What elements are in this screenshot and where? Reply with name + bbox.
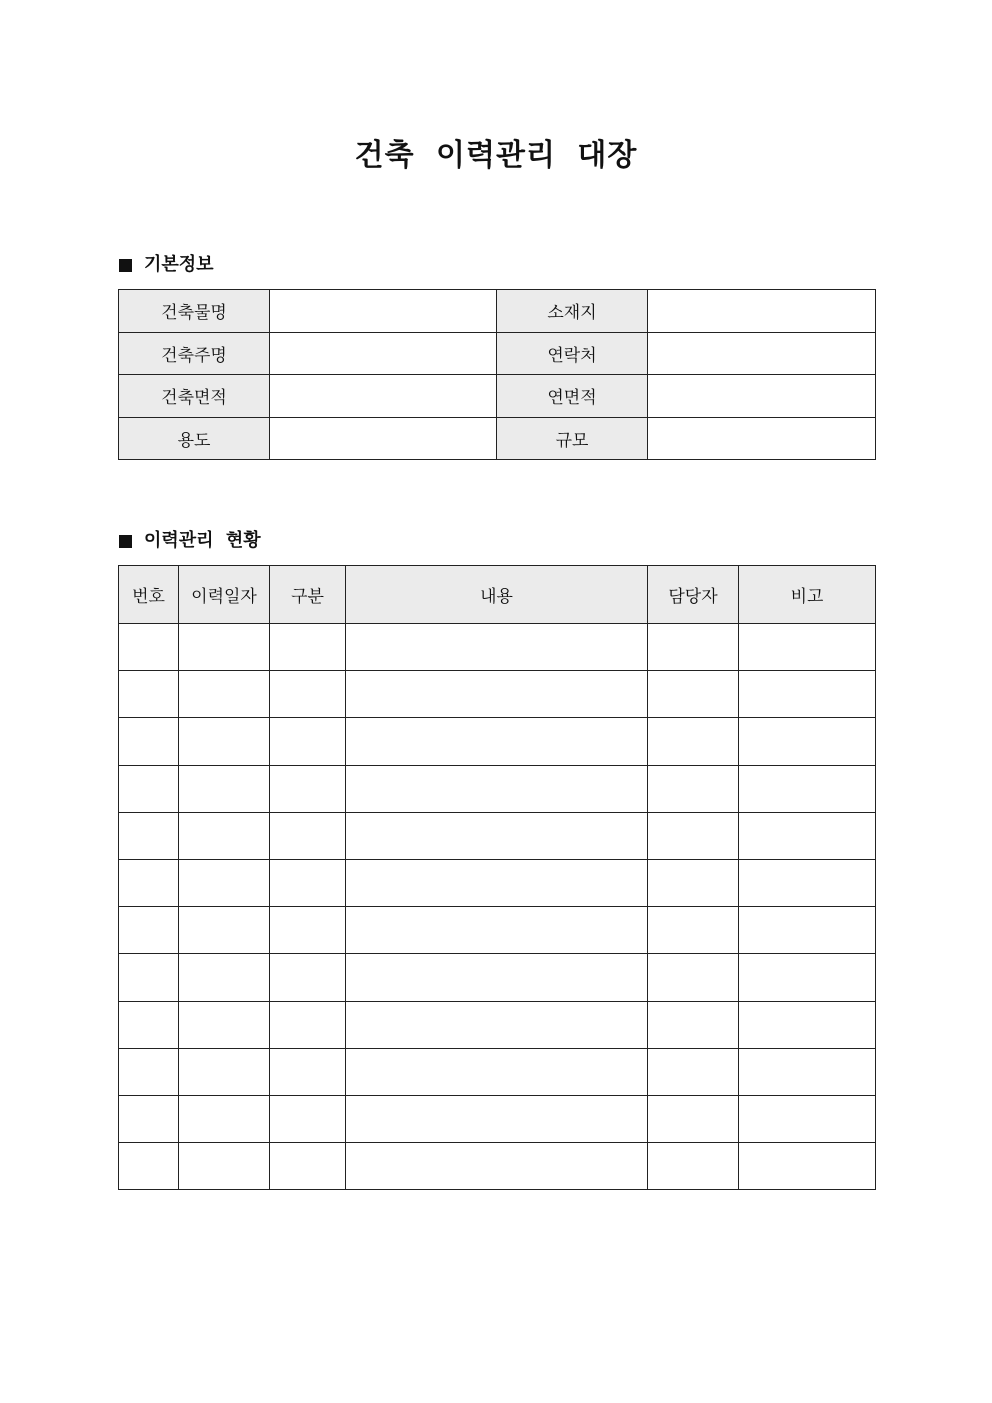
basic-info-table — [118, 289, 876, 460]
table-row — [119, 671, 876, 718]
table-cell[interactable] — [648, 718, 739, 765]
document-title: 건축 이력관리 대장 — [354, 138, 638, 173]
field-value-input[interactable] — [648, 375, 876, 418]
column-header: 구분 — [270, 566, 346, 624]
table-cell[interactable] — [179, 1095, 270, 1142]
table-cell[interactable] — [648, 624, 739, 671]
table-cell[interactable] — [346, 765, 648, 812]
table-cell[interactable] — [648, 859, 739, 906]
table-cell[interactable] — [739, 1095, 876, 1142]
table-cell[interactable] — [270, 624, 346, 671]
table-cell[interactable] — [119, 765, 179, 812]
table-cell[interactable] — [119, 1143, 179, 1190]
table-cell[interactable] — [739, 1143, 876, 1190]
table-cell[interactable] — [346, 671, 648, 718]
table-cell[interactable] — [739, 859, 876, 906]
table-cell[interactable] — [346, 859, 648, 906]
column-header: 내용 — [346, 566, 648, 624]
table-cell[interactable] — [119, 812, 179, 859]
table-cell[interactable] — [179, 671, 270, 718]
table-cell[interactable] — [739, 1048, 876, 1095]
table-cell[interactable] — [270, 1001, 346, 1048]
table-cell[interactable] — [119, 1095, 179, 1142]
history-header-row — [119, 566, 876, 624]
table-cell[interactable] — [270, 954, 346, 1001]
basic-info-row — [119, 375, 876, 418]
table-cell[interactable] — [648, 1048, 739, 1095]
table-cell[interactable] — [648, 1143, 739, 1190]
table-cell[interactable] — [119, 1048, 179, 1095]
table-cell[interactable] — [739, 954, 876, 1001]
field-value-input[interactable] — [648, 332, 876, 375]
table-cell[interactable] — [179, 624, 270, 671]
square-bullet-icon — [119, 259, 132, 272]
table-cell[interactable] — [648, 812, 739, 859]
field-value-input[interactable] — [270, 290, 497, 333]
table-cell[interactable] — [648, 1001, 739, 1048]
section-heading-history — [119, 529, 261, 553]
table-row — [119, 1001, 876, 1048]
table-cell[interactable] — [648, 765, 739, 812]
table-row — [119, 812, 876, 859]
table-cell[interactable] — [119, 859, 179, 906]
history-table — [118, 565, 876, 1190]
column-header: 담당자 — [648, 566, 739, 624]
table-cell[interactable] — [346, 718, 648, 765]
basic-info-row — [119, 332, 876, 375]
table-cell[interactable] — [179, 954, 270, 1001]
section-heading-basic-info — [119, 253, 214, 277]
table-cell[interactable] — [346, 1048, 648, 1095]
table-cell[interactable] — [119, 718, 179, 765]
table-cell[interactable] — [119, 907, 179, 954]
basic-info-row — [119, 290, 876, 333]
field-value-input[interactable] — [648, 417, 876, 460]
table-cell[interactable] — [739, 1001, 876, 1048]
table-row — [119, 907, 876, 954]
table-cell[interactable] — [346, 1001, 648, 1048]
table-cell[interactable] — [119, 624, 179, 671]
table-cell[interactable] — [270, 765, 346, 812]
field-label: 연락처 — [497, 332, 648, 375]
table-cell[interactable] — [270, 812, 346, 859]
square-bullet-icon — [119, 535, 132, 548]
table-cell[interactable] — [270, 718, 346, 765]
table-cell[interactable] — [346, 624, 648, 671]
table-cell[interactable] — [119, 954, 179, 1001]
table-cell[interactable] — [648, 1095, 739, 1142]
table-cell[interactable] — [179, 812, 270, 859]
column-header: 이력일자 — [179, 566, 270, 624]
column-header: 번호 — [119, 566, 179, 624]
table-cell[interactable] — [648, 954, 739, 1001]
table-cell[interactable] — [179, 718, 270, 765]
table-cell[interactable] — [739, 671, 876, 718]
table-cell[interactable] — [270, 1048, 346, 1095]
table-cell[interactable] — [270, 1143, 346, 1190]
basic-info-row — [119, 417, 876, 460]
table-row — [119, 624, 876, 671]
table-cell[interactable] — [739, 812, 876, 859]
table-cell[interactable] — [739, 907, 876, 954]
column-header: 비고 — [739, 566, 876, 624]
table-cell[interactable] — [270, 1095, 346, 1142]
table-cell[interactable] — [270, 859, 346, 906]
table-cell[interactable] — [270, 671, 346, 718]
table-cell[interactable] — [346, 1095, 648, 1142]
field-label: 소재지 — [497, 290, 648, 333]
field-value-input[interactable] — [270, 417, 497, 460]
table-cell[interactable] — [739, 624, 876, 671]
table-cell[interactable] — [179, 1143, 270, 1190]
section-heading-text: 기본정보 — [144, 254, 214, 275]
field-value-input[interactable] — [648, 290, 876, 333]
table-row — [119, 765, 876, 812]
table-cell[interactable] — [346, 812, 648, 859]
field-label: 건축면적 — [119, 375, 270, 418]
field-label: 용도 — [119, 417, 270, 460]
table-cell[interactable] — [270, 907, 346, 954]
table-row — [119, 1048, 876, 1095]
table-row — [119, 859, 876, 906]
table-cell[interactable] — [119, 1001, 179, 1048]
table-row — [119, 1143, 876, 1190]
field-label: 규모 — [497, 417, 648, 460]
table-row — [119, 954, 876, 1001]
field-value-input[interactable] — [270, 375, 497, 418]
table-cell[interactable] — [648, 671, 739, 718]
field-label: 건축주명 — [119, 332, 270, 375]
table-cell[interactable] — [346, 1143, 648, 1190]
field-label: 건축물명 — [119, 290, 270, 333]
table-cell[interactable] — [179, 1048, 270, 1095]
table-row — [119, 1095, 876, 1142]
table-cell[interactable] — [739, 765, 876, 812]
table-cell[interactable] — [179, 765, 270, 812]
table-cell[interactable] — [119, 671, 179, 718]
table-cell[interactable] — [648, 907, 739, 954]
field-value-input[interactable] — [270, 332, 497, 375]
table-cell[interactable] — [739, 718, 876, 765]
table-cell[interactable] — [179, 907, 270, 954]
table-cell[interactable] — [346, 907, 648, 954]
table-row — [119, 718, 876, 765]
table-cell[interactable] — [179, 859, 270, 906]
field-label: 연면적 — [497, 375, 648, 418]
table-cell[interactable] — [346, 954, 648, 1001]
section-heading-text: 이력관리 현황 — [144, 530, 261, 551]
table-cell[interactable] — [179, 1001, 270, 1048]
